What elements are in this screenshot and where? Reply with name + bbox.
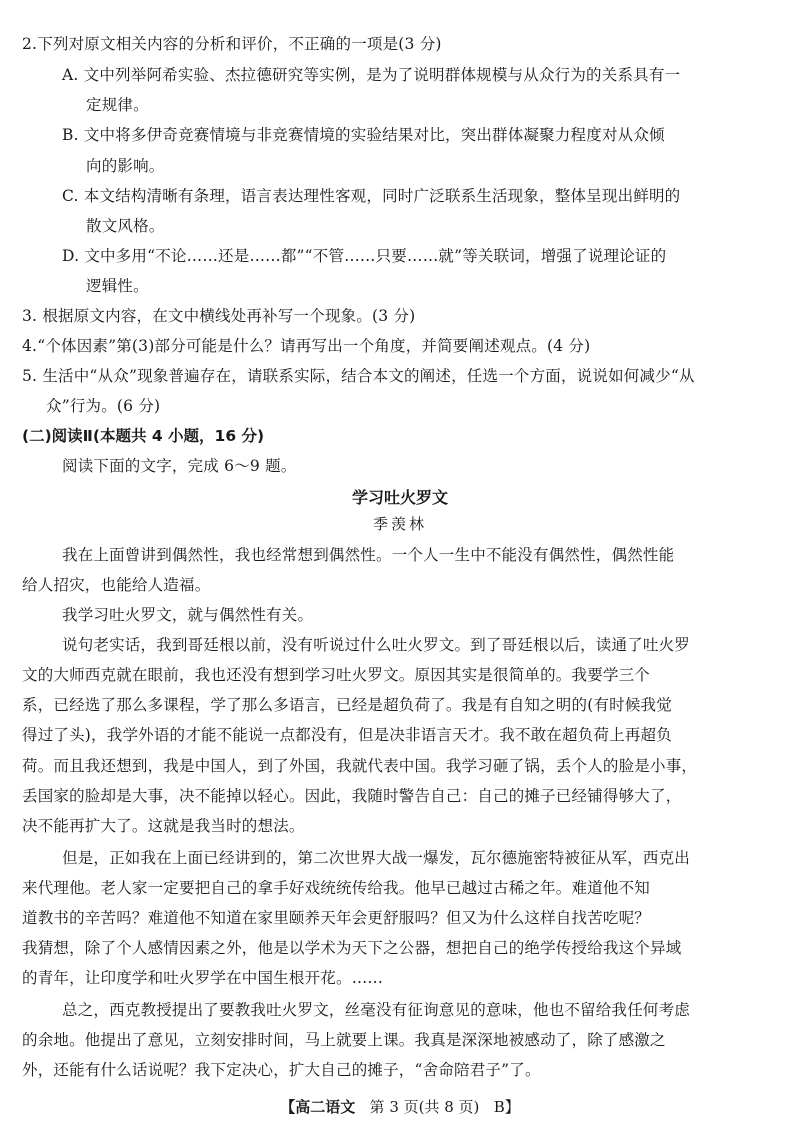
question-2-option-a: A. 文中列举阿希实验、杰拉德研究等实例，是为了说明群体规模与从众行为的关系具有一 <box>62 66 681 84</box>
question-2-option-c: C. 本文结构清晰有条理，语言表达理性客观，同时广泛联系生活现象，整体呈现出鲜明的 <box>62 187 681 205</box>
article-line: 的青年，让印度学和吐火罗学在中国生根开花。…… <box>22 969 384 987</box>
article-line: 道教书的辛苦吗？难道他不知道在家里颐养天年会更舒服吗？但又为什么这样自找苦吃呢？ <box>22 909 651 927</box>
article-line: 系，已经选了那么多课程，学了那么多语言，已经是超负荷了。我是有自知之明的(有时候我觉 <box>22 696 672 714</box>
article-line: 文的大师西克就在眼前，我也还没有想到学习吐火罗文。原因其实是很简单的。我要学三个 <box>22 666 651 684</box>
article-line: 丢国家的脸却是大事，决不能掉以轻心。因此，我随时警告自己：自己的摊子已经铺得够大了， <box>22 787 682 805</box>
question-2-option-a-cont: 定规律。 <box>86 96 149 114</box>
question-4: 4.“个体因素”第(3)部分可能是什么？请再写出一个角度，并简要阐述观点。(4 分) <box>22 337 591 355</box>
section-header: (二)阅读Ⅱ(本题共 4 小题，16 分) <box>22 427 265 445</box>
question-2-option-d-cont: 逻辑性。 <box>86 277 149 295</box>
question-2-option-b-cont: 向的影响。 <box>86 157 165 175</box>
article-line: 的余地。他提出了意见，立刻安排时间，马上就要上课。我真是深深地被感动了，除了感激之 <box>22 1031 666 1049</box>
article-line: 我猜想，除了个人感情因素之外，他是以学术为天下之公器，想把自己的绝学传授给我这个异域 <box>22 939 682 957</box>
question-2-stem: 2.下列对原文相关内容的分析和评价，不正确的一项是(3 分) <box>22 35 442 53</box>
question-2-option-c-cont: 散文风格。 <box>86 217 165 235</box>
footer-subject: 【高二语文 <box>280 1098 356 1116</box>
article-line: 我在上面曾讲到偶然性，我也经常想到偶然性。一个人一生中不能没有偶然性，偶然性能 <box>62 546 675 564</box>
footer-version: B】 <box>493 1098 520 1116</box>
reading-instruction: 阅读下面的文字，完成 6～9 题。 <box>62 457 297 475</box>
article-line: 我学习吐火罗文，就与偶然性有关。 <box>62 606 314 624</box>
article-line: 说句老实话，我到哥廷根以前，没有听说过什么吐火罗文。到了哥廷根以后，读通了吐火罗 <box>62 636 691 654</box>
article-line: 但是，正如我在上面已经讲到的，第二次世界大战一爆发，瓦尔德施密特被征从军，西克出 <box>62 849 691 867</box>
question-2-option-d: D. 文中多用“不论……还是……都”“不管……只要……就”等关联词，增强了说理论证的 <box>62 247 667 265</box>
question-5-cont: 众”行为。(6 分) <box>46 397 161 415</box>
question-5: 5. 生活中“从众”现象普遍存在，请联系实际，结合本文的阐述，任选一个方面，说说如何减少“从 <box>22 367 695 385</box>
article-line: 决不能再扩大了。这就是我当时的想法。 <box>22 817 305 835</box>
article-line: 给人招灾，也能给人造福。 <box>22 576 211 594</box>
article-title: 学习吐火罗文 <box>351 488 448 507</box>
article-line: 得过了头)，我学外语的才能不能说一点都没有，但是决非语言天才。我不敢在超负荷上再超负 <box>22 726 672 744</box>
question-2-option-b: B. 文中将多伊奇竞赛情境与非竞赛情境的实验结果对比，突出群体凝聚力程度对从众倾 <box>62 126 665 144</box>
article-line: 总之，西克教授提出了要教我吐火罗文，丝毫没有征询意见的意味，他也不留给我任何考虑 <box>62 1001 691 1019</box>
question-3: 3. 根据原文内容，在文中横线处再补写一个现象。(3 分) <box>22 307 416 325</box>
article-line: 来代理他。老人家一定要把自己的拿手好戏统统传给我。他早已越过古稀之年。难道他不知 <box>22 879 651 897</box>
article-line: 外，还能有什么话说呢？我下定决心，扩大自己的摊子，“舍命陪君子”了。 <box>22 1061 541 1079</box>
article-line: 荷。而且我还想到，我是中国人，到了外国，我就代表中国。我学习砸了锅，丢个人的脸是小事， <box>22 757 698 775</box>
article-author: 季羡林 <box>372 515 427 533</box>
page-footer <box>0 1097 800 1117</box>
footer-page-number: 第 3 页(共 8 页) <box>369 1098 480 1116</box>
